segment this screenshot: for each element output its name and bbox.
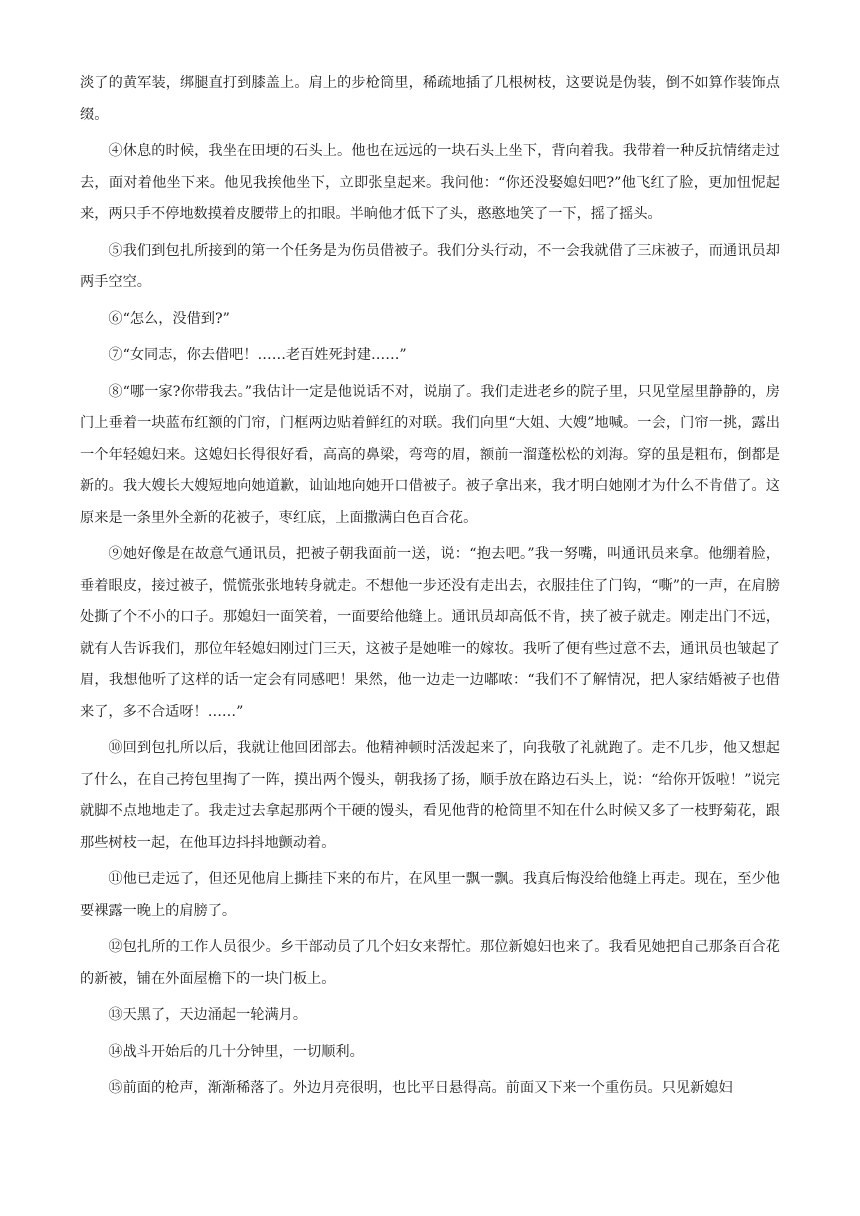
paragraph-6: ⑥“怎么，没借到?” bbox=[108, 310, 230, 327]
paragraph-12: ⑫包扎所的工作人员很少。乡干部动员了几个妇女来帮忙。那位新媳妇也来了。我看见她把自己那条百合花的新被，铺在外面屋檐下的一块门板上。 bbox=[80, 939, 780, 987]
paragraph-11: ⑪他已走远了，但还见他肩上撕挂下来的布片，在风里一飘一飘。我真后悔没给他缝上再走。现在，至少他要裸露一晚上的肩膀了。 bbox=[80, 871, 780, 919]
paragraph-continuation: 淡了的黄军装，绑腿直打到膝盖上。肩上的步枪筒里，稀疏地插了几根树枝，这要说是伪装，倒不如算作装饰点缀。 bbox=[80, 75, 780, 123]
paragraph-4: ④休息的时候，我坐在田埂的石头上。他也在远远的一块石头上坐下，背向着我。我带着一种反抗情绪走过去，面对着他坐下来。他见我挨他坐下，立即张皇起来。我问他：“你还没娶媳妇吧?”他飞红了脸，更加忸怩起来，两只手不停地数摸着皮腰带上的扣眼。半晌他才低下了头，憨憨地笑了一下，摇了摇头。 bbox=[80, 143, 780, 222]
paragraph-10: ⑩回到包扎所以后，我就让他回团部去。他精神顿时活泼起来了，向我敬了礼就跑了。走不几步，他又想起了什么，在自己挎包里掏了一阵，摸出两个馒头，朝我扬了扬，顺手放在路边石头上，说：“给你开饭啦！”说完就脚不点地地走了。我走过去拿起那两个干硬的馒头，看见他背的枪筒里不知在什么时候又多了一枝野菊花，跟那些树枝一起，在他耳边抖抖地颤动着。 bbox=[80, 740, 780, 851]
paragraph-8: ⑧“哪一家?你带我去。”我估计一定是他说话不对，说崩了。我们走进老乡的院子里，只见堂屋里静静的，房门上垂着一块蓝布红额的门帘，门框两边贴着鲜红的对联。我们向里“大姐、大嫂”地喊。一会，门帘一挑，露出一个年轻媳妇来。这媳妇长得很好看，高高的鼻梁，弯弯的眉，额前一溜蓬松松的刘海。穿的虽是粗布，倒都是新的。我大嫂长大嫂短地向她道歉，讪讪地向她开口借被子。被子拿出来，我才明白她刚才为什么不肯借了。这原来是一条里外全新的花被子，枣红底，上面撒满白色百合花。 bbox=[80, 383, 780, 526]
paragraph-14: ⑭战斗开始后的几十分钟里，一切顺利。 bbox=[108, 1043, 364, 1060]
paragraph-13: ⑬天黑了，天边涌起一轮满月。 bbox=[108, 1007, 308, 1023]
paragraph-9: ⑨她好像是在故意气通讯员，把被子朝我面前一送，说：“抱去吧。”我一努嘴，叫通讯员来拿。他绷着脸，垂着眼皮，接过被子，慌慌张张地转身就走。不想他一步还没有走出去，衣服挂住了门钩，“嘶”的一声，在肩膀处撕了个不小的口子。那媳妇一面笑着，一面要给他缝上。通讯员却高低不肯，挟了被子就走。刚走出门不远，就有人告诉我们，那位年轻媳妇刚过门三天，这被子是她唯一的嫁妆。我听了便有些过意不去，通讯员也皱起了眉，我想他听了这样的话一定会有同感吧！果然，他一边走一边嘟哝：“我们不了解情况，把人家结婚被子也借来了，多不合适呀！……” bbox=[80, 546, 780, 720]
paragraph-7: ⑦“女同志，你去借吧！……老百姓死封建……” bbox=[108, 347, 407, 363]
paragraph-5: ⑤我们到包扎所接到的第一个任务是为伤员借被子。我们分头行动，不一会我就借了三床被子，而通讯员却两手空空。 bbox=[80, 242, 780, 290]
paragraph-15: ⑮前面的枪声，渐渐稀落了。外边月亮很明，也比平日悬得高。前面又下来一个重伤员。只见新媳妇 bbox=[108, 1080, 733, 1096]
